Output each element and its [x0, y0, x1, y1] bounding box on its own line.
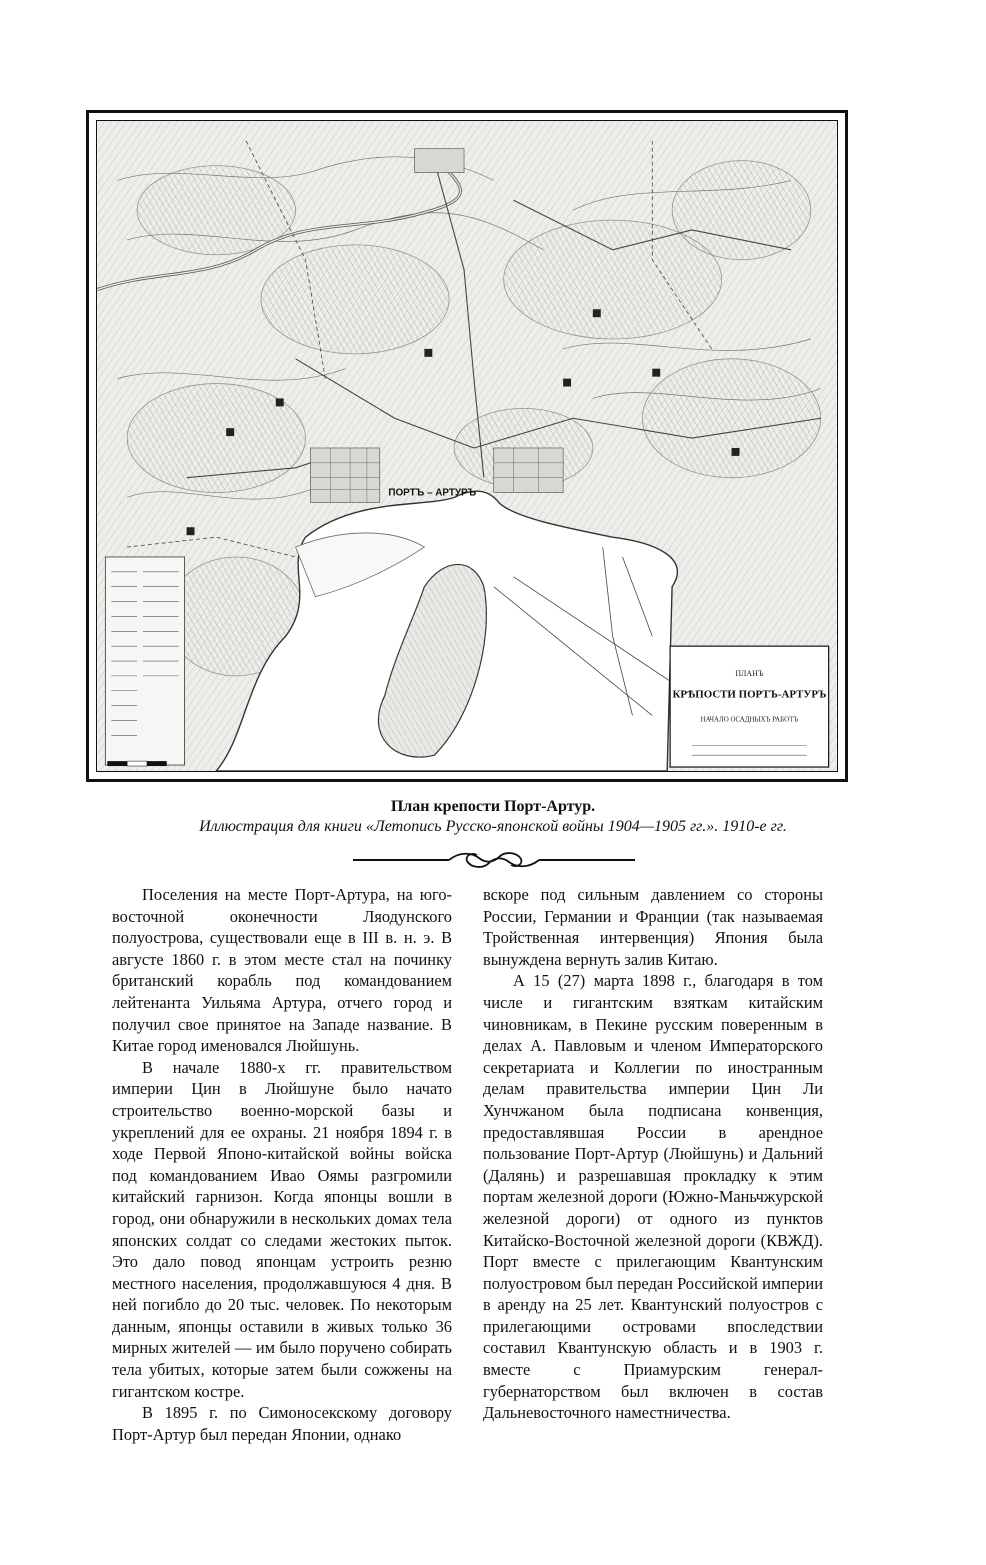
- figure-caption-title: План крепости Порт-Артур.: [390, 798, 596, 815]
- left-text-column: [112, 884, 452, 1445]
- map-image: [96, 120, 838, 772]
- paragraph: А 15 (27) марта 1898 г., благодаря в том числе и гигантским взяткам китайским чиновникам, в Пекине русским повеpенным в делах А. Павловым и членом Императорского секретариата и Коллегии по иностранным делам правительства империи Цин Ли Хунчжаном была подписана конвенция, предоставлявшая России в арендное пользование Порт-Артур (Люйшунь) и Дальний (Далянь) и разрешавшая прокладку к этим портам железной дороги (Южно-Маньчжурской железной дороги) от одного из пунктов Китайско-Восточной железной дороги (КВЖД). Порт вместе с прилегающим Квантунским полуостровом был передан Российской империи в аренду на 25 лет. Квантунский полуостров с прилегающими островами впоследствии составил Квантунскую область и в 1903 г. вместе с Приамурским генерал-губернаторством был включен в состав Дальневосточного наместничества.: [483, 971, 823, 1423]
- paragraph: В начале 1880-х гг. правительством империи Цин в Люйшуне было начато строительство военно-морской базы и укреплений для ее охраны. 21 ноября 1894 г. в ходе Первой Японо-китайской войны войска под командованием Ивао Оямы разгромили китайский гарнизон. Когда японцы вошли в город, они обнаружили в нескольких домах тела японских солдат со следами жестоких пыток. Это дало повод японцам устроить резню местного населения, продолжавшуюся 4 дня. В ней погибло до 20 тыс. человек. По некоторым данным, японцы оставили в живых только 36 мирных жителей — им было поручено собирать тела убитых, которые затем были сожжены на гигантском костре.: [112, 1057, 452, 1401]
- map-title: КРѢПОСТИ ПОРТЪ-АРТУРЪ: [672, 688, 827, 701]
- paragraph: В 1895 г. по Симоносекскому договору Порт-Артур был передан Японии, однако: [112, 1403, 452, 1444]
- right-text-column: [483, 884, 823, 1424]
- figure-caption-subtitle: Иллюстрация для книги «Летопись Русско-японской войны 1904—1905 гг.». 1910-е гг.: [199, 818, 787, 835]
- port-arthur-map: [97, 121, 837, 771]
- paragraph: Поселения на месте Порт-Артура, на юго-восточной оконечности Ляодунского полуострова, существовали еще в III в. н. э. В августе 1860 г. в этом месте стал на починку британский корабль под командованием лейтенанта Уильяма Артура, отчего город и получил свое принятое на Западе название. В Китае город именовался Люйшунь.: [112, 885, 452, 1056]
- map-subtitle: НАЧАЛО ОСАДНЫХЪ РАБОТЪ: [700, 716, 799, 724]
- map-city-label: ПОРТЪ – АРТУРЪ: [388, 487, 477, 499]
- paragraph: вскоре под сильным давлением со стороны России, Германии и Франции (так называемая Тройственная интервенция) Япония была вынуждена вернуть залив Китаю.: [483, 885, 823, 969]
- map-title-heading: ПЛАНЪ: [735, 668, 764, 678]
- ornament-divider: [353, 848, 635, 872]
- map-figure: [86, 110, 848, 782]
